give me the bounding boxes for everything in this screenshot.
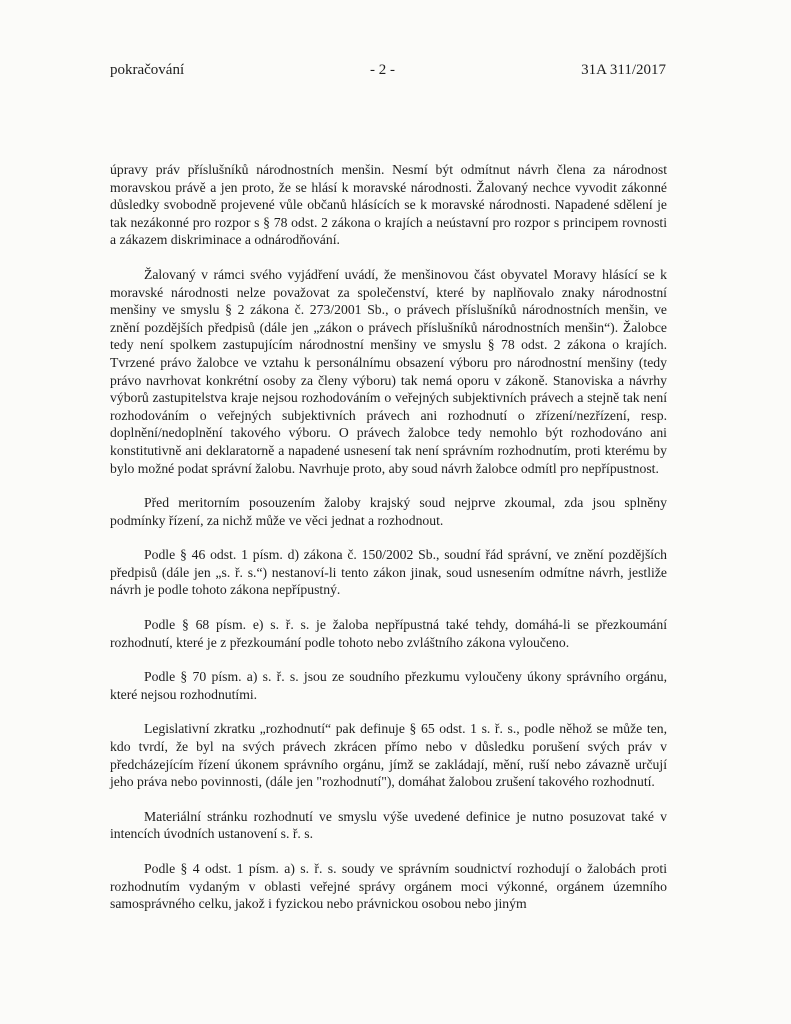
paragraph-8: Materiální stránku rozhodnutí ve smyslu výše uvedené definice je nutno posuzovat také v intencích úvodních ustanovení s. ř. s. xyxy=(110,808,667,842)
paragraph-9: Podle § 4 odst. 1 písm. a) s. ř. s. soudy ve správním soudnictví rozhodují o žalobách proti rozhodnutím vydaným v oblasti veřejné správy orgánem moci výkonné, orgánem územního samosprávného celku, jakož i fyzickou nebo právnickou osobou nebo jiným xyxy=(110,861,667,912)
paragraph-4: Podle § 46 odst. 1 písm. d) zákona č. 150/2002 Sb., soudní řád správní, ve znění pozdějších předpisů (dále jen „s. ř. s.“) nestanoví-li tento zákon jinak, soud usnesením odmítne návrh, jestliže návrh je podle tohoto zákona nepřípustný. xyxy=(110,547,667,598)
paragraph-6: Podle § 70 písm. a) s. ř. s. jsou ze soudního přezkumu vyloučeny úkony správního orgánu, které nejsou rozhodnutími. xyxy=(110,669,667,702)
paragraph-3: Před meritorním posouzením žaloby krajský soud nejprve zkoumal, zda jsou splněny podmínky řízení, za nichž může ve věci jednat a rozhodnout. xyxy=(110,495,667,528)
paragraph-5: Podle § 68 písm. e) s. ř. s. je žaloba nepřípustná také tehdy, domáhá-li se přezkoumání rozhodnutí, které je z přezkoumání podle tohoto nebo zvláštního zákona vyloučeno. xyxy=(110,617,667,650)
continuation-label: pokračování xyxy=(110,62,185,78)
page-number: - 2 - xyxy=(370,62,395,78)
page-header xyxy=(110,62,666,82)
document-body xyxy=(110,161,667,913)
paragraph-1: úpravy práv příslušníků národnostních menšin. Nesmí být odmítnut návrh člena za národnost moravskou právě a jen proto, že se hlásí k moravské národnosti. Žalovaný nechce vyvodit zákonné důsledky svobodně projevené vůle občanů hlásících se k moravské národnosti. Napadené sdělení je tak nezákonné pro rozpor s § 78 odst. 2 zákona o krajích a neústavní pro rozpor s principem rovnosti a zákazem diskriminace a odnárodňování. xyxy=(110,162,667,248)
file-number: 31A 311/2017 xyxy=(581,62,666,78)
paragraph-2: Žalovaný v rámci svého vyjádření uvádí, že menšinovou část obyvatel Moravy hlásící se k moravské národnosti nelze považovat za společenství, které by naplňovalo znaky národnostní menšiny ve smyslu § 2 zákona č. 273/2001 Sb., o právech příslušníků národnostních menšin, ve znění pozdějších předpisů (dále jen „zákon o právech příslušníků národnostních menšin“). Žalobce tedy není spolkem zastupujícím národnostní menšiny ve smyslu § 78 odst. 2 zákona o krajích. Tvrzené právo žalobce ve vztahu k personálnímu obsazení výboru pro národnostní menšiny (tedy právo navrhovat konkrétní osoby za členy výboru) tak nemá oporu v zákoně. Stanoviska a návrhy výborů zastupitelstva kraje nejsou rozhodováním o veřejných subjektivních právech a stejně tak není rozhodováním o veřejných subjektivních právech ani rozhodnutí o zřízení/nezřízení, resp. doplnění/nedoplnění takového výboru. O právech žalobce tedy nemohlo být rozhodováno ani konstitutivně ani deklaratorně a napadené usnesení tak není správním rozhodnutím, proti kterému by bylo možné podat správní žalobu. Navrhuje proto, aby soud návrh žalobce odmítl pro nepřípustnost. xyxy=(110,266,667,476)
paragraph-7: Legislativní zkratku „rozhodnutí“ pak definuje § 65 odst. 1 s. ř. s., podle něhož se může ten, kdo tvrdí, že byl na svých právech zkrácen přímo nebo v důsledku porušení svých práv v předcházejícím řízení úkonem správního orgánu, jímž se zakládají, mění, ruší nebo závazně určují jeho práva nebo povinnosti, (dále jen "rozhodnutí"), domáhat žalobou zrušení takového rozhodnutí. xyxy=(110,721,667,790)
